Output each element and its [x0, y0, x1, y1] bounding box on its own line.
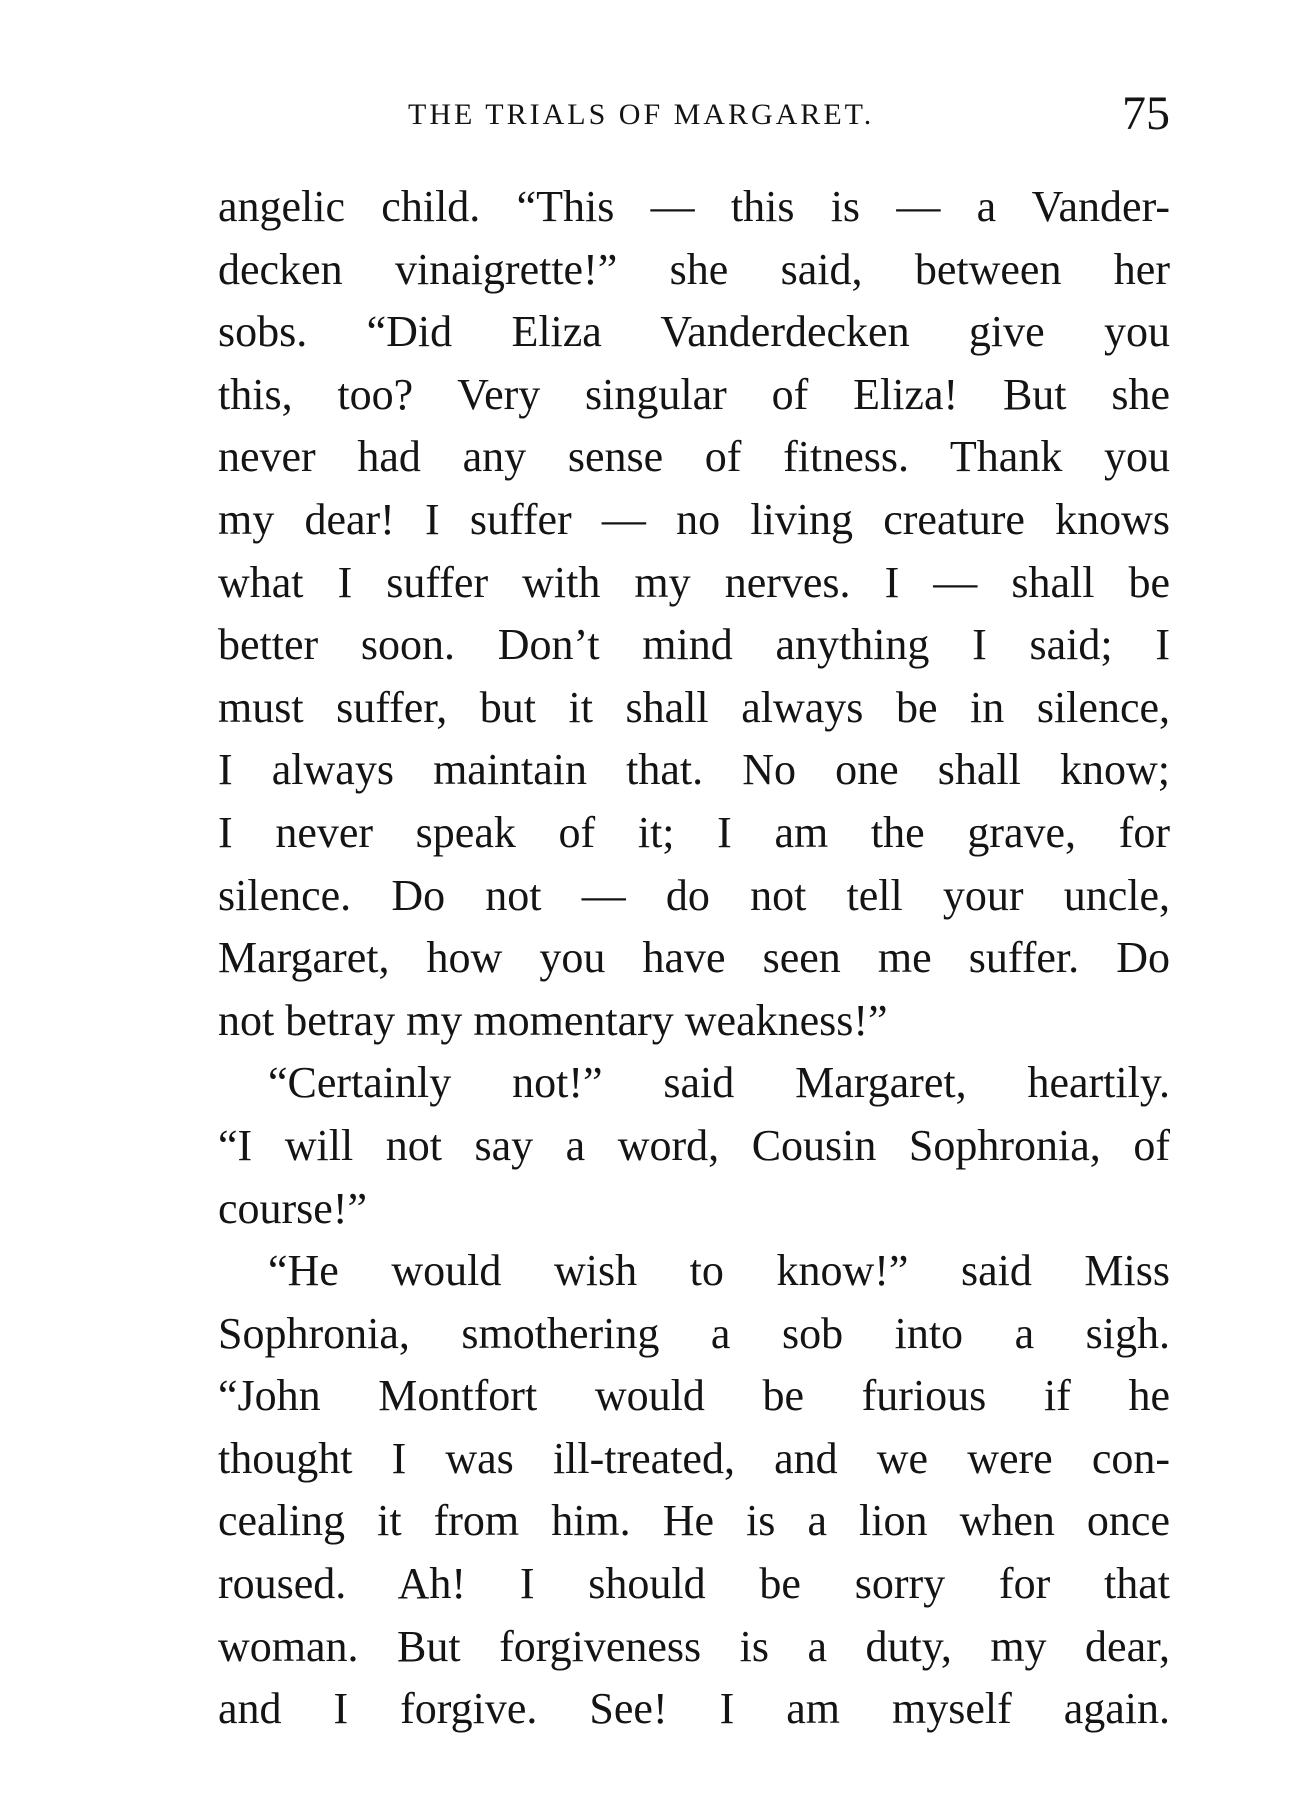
text-line: “I will not say a word, Cousin Sophronia, of — [218, 1120, 1170, 1170]
body-text — [218, 176, 1170, 1741]
text-line: not betray my momentary weakness!” — [218, 995, 888, 1045]
text-line: what I suffer with my nerves. I — shall be — [218, 557, 1170, 607]
text-line: Margaret, how you have seen me suffer. Do — [218, 933, 1170, 983]
text-line: sobs. “Did Eliza Vanderdecken give you — [218, 307, 1170, 357]
text-line: I always maintain that. No one shall know; — [218, 745, 1170, 795]
text-line: better soon. Don’t mind anything I said; I — [218, 620, 1170, 670]
running-head — [218, 86, 1170, 146]
running-title: THE TRIALS OF MARGARET. — [408, 98, 875, 131]
text-line: “He would wish to know!” said Miss — [268, 1246, 1170, 1296]
text-line: angelic child. “This — this is — a Vander- — [218, 182, 1170, 231]
text-line: course!” — [218, 1183, 368, 1233]
text-line: never had any sense of fitness. Thank you — [218, 432, 1170, 482]
text-line: must suffer, but it shall always be in silence, — [218, 682, 1170, 732]
text-line: this, too? Very singular of Eliza! But she — [218, 369, 1170, 419]
text-line: Sophronia, smothering a sob into a sigh. — [218, 1308, 1170, 1358]
text-line: my dear! I suffer — no living creature knows — [218, 494, 1170, 544]
text-line: cealing it from him. He is a lion when once — [218, 1496, 1170, 1546]
text-line: and I forgive. See! I am myself again. — [218, 1684, 1170, 1734]
text-line: thought I was ill-treated, and we were con- — [218, 1433, 1170, 1483]
page-number: 75 — [1122, 87, 1170, 140]
text-line: silence. Do not — do not tell your uncle, — [218, 870, 1170, 920]
text-line: decken vinaigrette!” she said, between her — [218, 244, 1170, 294]
text-line: “John Montfort would be furious if he — [218, 1371, 1170, 1421]
text-line: “Certainly not!” said Margaret, heartily. — [268, 1058, 1170, 1108]
text-line: woman. But forgiveness is a duty, my dear, — [218, 1621, 1170, 1671]
text-line: I never speak of it; I am the grave, for — [218, 807, 1170, 857]
text-line: roused. Ah! I should be sorry for that — [218, 1559, 1170, 1609]
